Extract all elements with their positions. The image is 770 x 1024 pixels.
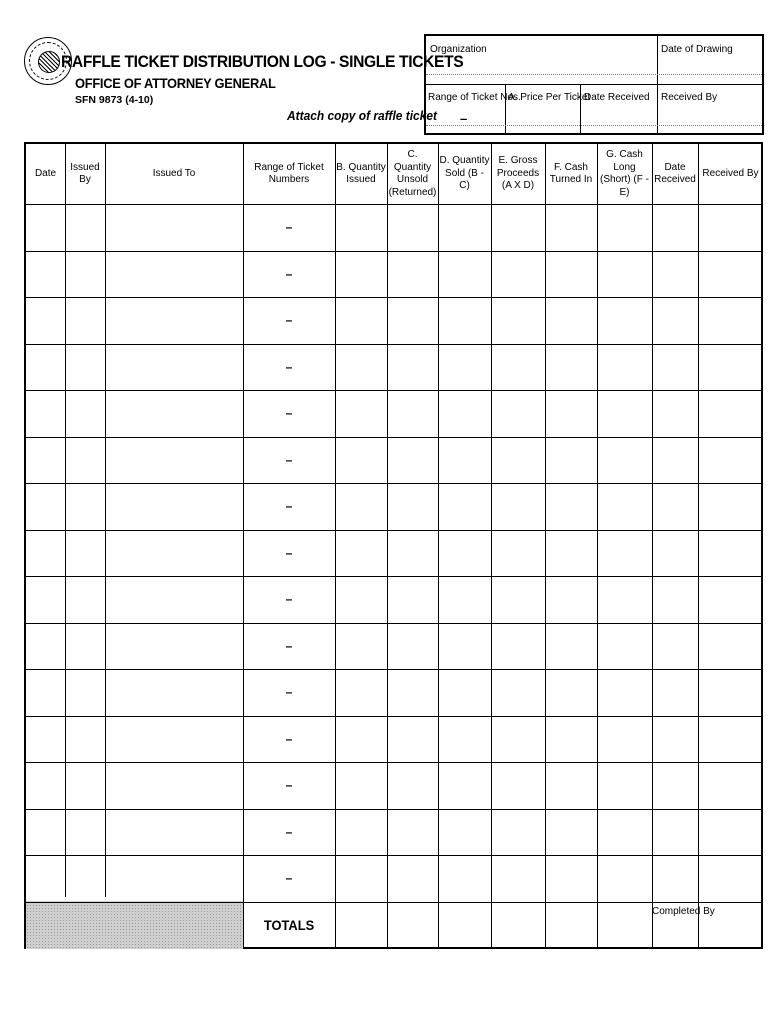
table-cell[interactable] xyxy=(491,483,545,530)
table-cell[interactable] xyxy=(698,669,763,716)
table-cell[interactable] xyxy=(652,762,698,809)
range-dash: – xyxy=(285,359,293,374)
table-cell[interactable] xyxy=(335,390,387,437)
table-cell[interactable] xyxy=(698,437,763,484)
range-dash: – xyxy=(285,638,293,653)
table-cell[interactable] xyxy=(387,809,438,856)
table-cell[interactable] xyxy=(65,576,105,623)
table-cell[interactable] xyxy=(335,483,387,530)
table-cell[interactable] xyxy=(335,530,387,577)
table-cell[interactable] xyxy=(65,530,105,577)
table-cell[interactable] xyxy=(105,669,243,716)
form-title: RAFFLE TICKET DISTRIBUTION LOG - SINGLE TICKETS xyxy=(61,52,464,71)
table-cell[interactable] xyxy=(597,483,652,530)
table-cell[interactable] xyxy=(243,390,335,437)
table-cell[interactable] xyxy=(387,576,438,623)
table-cell[interactable] xyxy=(491,251,545,298)
table-cell[interactable] xyxy=(335,669,387,716)
org-row-line xyxy=(426,84,762,85)
table-cell[interactable] xyxy=(597,762,652,809)
column-header: E. Gross Proceeds (A X D) xyxy=(496,155,540,192)
table-cell[interactable] xyxy=(597,669,652,716)
table-cell[interactable] xyxy=(597,809,652,856)
table-cell[interactable] xyxy=(698,297,763,344)
table-cell[interactable] xyxy=(243,669,335,716)
table-cell[interactable] xyxy=(491,809,545,856)
table-cell[interactable] xyxy=(652,344,698,391)
completed-by-label: Completed By xyxy=(652,906,715,917)
office-name: OFFICE OF ATTORNEY GENERAL xyxy=(75,75,276,91)
range-dash: – xyxy=(285,313,293,327)
table-cell[interactable] xyxy=(387,204,438,251)
table-cell[interactable] xyxy=(26,530,65,577)
table-cell[interactable] xyxy=(387,762,438,809)
table-cell[interactable] xyxy=(597,855,652,902)
table-cell[interactable] xyxy=(387,251,438,298)
table-cell[interactable] xyxy=(26,204,65,251)
table-cell[interactable] xyxy=(387,483,438,530)
table-cell[interactable] xyxy=(438,251,491,298)
column-header: D. Quantity Sold (B - C) xyxy=(439,155,490,192)
table-cell[interactable] xyxy=(438,855,491,902)
table-cell[interactable] xyxy=(105,576,243,623)
table-cell[interactable] xyxy=(652,809,698,856)
table-cell[interactable] xyxy=(65,344,105,391)
table-cell[interactable] xyxy=(597,437,652,484)
table-cell[interactable] xyxy=(491,576,545,623)
table-cell[interactable] xyxy=(597,390,652,437)
table-cell[interactable] xyxy=(26,855,65,902)
table-cell[interactable] xyxy=(652,855,698,902)
table-cell[interactable] xyxy=(387,344,438,391)
column-header: Date Received xyxy=(654,161,696,185)
table-cell[interactable] xyxy=(597,530,652,577)
table-cell[interactable] xyxy=(105,716,243,763)
table-cell[interactable] xyxy=(243,297,335,344)
table-cell[interactable] xyxy=(65,855,105,902)
range-of-ticket-label: Range of Ticket Nos. xyxy=(428,92,521,103)
table-cell[interactable] xyxy=(26,437,65,484)
table-cell[interactable] xyxy=(698,809,763,856)
column-header: F. Cash Turned In xyxy=(549,161,593,185)
table-cell[interactable] xyxy=(335,623,387,670)
table-cell[interactable] xyxy=(545,762,597,809)
table-cell[interactable] xyxy=(652,623,698,670)
organization-field[interactable] xyxy=(430,58,652,74)
table-cell[interactable] xyxy=(438,483,491,530)
table-cell[interactable] xyxy=(65,483,105,530)
table-cell[interactable] xyxy=(26,251,65,298)
table-cell[interactable] xyxy=(65,762,105,809)
table-cell[interactable] xyxy=(65,437,105,484)
table-cell[interactable] xyxy=(652,530,698,577)
range-dash: – xyxy=(285,778,293,792)
table-cell[interactable] xyxy=(65,297,105,344)
table-cell[interactable] xyxy=(698,344,763,391)
range-dash: – xyxy=(285,871,293,885)
range-dash: – xyxy=(285,499,293,513)
table-cell[interactable] xyxy=(243,437,335,484)
table-cell[interactable] xyxy=(491,669,545,716)
table-cell[interactable] xyxy=(438,390,491,437)
range-dash: – xyxy=(285,685,293,699)
column-header: Issued By xyxy=(70,161,100,185)
table-cell[interactable] xyxy=(335,716,387,763)
table-cell[interactable] xyxy=(438,576,491,623)
table-cell[interactable] xyxy=(698,855,763,902)
table-cell[interactable] xyxy=(438,297,491,344)
table-cell[interactable] xyxy=(243,530,335,577)
table-cell[interactable] xyxy=(105,809,243,856)
table-cell[interactable] xyxy=(698,390,763,437)
distribution-log-table xyxy=(24,142,763,949)
table-cell[interactable] xyxy=(698,762,763,809)
table-cell[interactable] xyxy=(105,390,243,437)
table-cell[interactable] xyxy=(243,204,335,251)
table-cell[interactable] xyxy=(545,251,597,298)
table-cell[interactable] xyxy=(545,855,597,902)
table-cell[interactable] xyxy=(105,530,243,577)
table-cell[interactable] xyxy=(105,483,243,530)
table-cell[interactable] xyxy=(545,483,597,530)
table-cell[interactable] xyxy=(491,530,545,577)
table-cell[interactable] xyxy=(698,530,763,577)
received-by-field[interactable] xyxy=(661,106,761,132)
table-cell[interactable] xyxy=(243,623,335,670)
table-cell[interactable] xyxy=(652,390,698,437)
column-header: Received By xyxy=(702,167,759,179)
table-cell[interactable] xyxy=(335,251,387,298)
range-dash: – xyxy=(285,266,293,281)
range-dash: – xyxy=(285,824,293,839)
table-cell[interactable] xyxy=(26,623,65,670)
table-cell[interactable] xyxy=(65,623,105,670)
table-cell[interactable] xyxy=(105,855,243,902)
received-by-label: Received By xyxy=(661,92,718,103)
table-cell[interactable] xyxy=(335,297,387,344)
table-cell[interactable] xyxy=(545,716,597,763)
table-cell[interactable] xyxy=(105,251,243,298)
table-cell[interactable] xyxy=(545,390,597,437)
table-cell[interactable] xyxy=(491,204,545,251)
attach-note: Attach copy of raffle ticket xyxy=(287,108,437,123)
table-cell[interactable] xyxy=(545,344,597,391)
price-per-ticket-field[interactable] xyxy=(508,106,578,132)
table-cell[interactable] xyxy=(652,716,698,763)
table-cell[interactable] xyxy=(105,344,243,391)
table-cell[interactable] xyxy=(491,762,545,809)
table-cell[interactable] xyxy=(652,437,698,484)
date-of-drawing-field[interactable] xyxy=(661,58,761,82)
table-cell[interactable] xyxy=(597,204,652,251)
table-cell[interactable] xyxy=(652,483,698,530)
table-cell[interactable] xyxy=(387,623,438,670)
table-cell[interactable] xyxy=(243,716,335,763)
table-cell[interactable] xyxy=(105,623,243,670)
table-cell[interactable] xyxy=(243,483,335,530)
table-cell[interactable] xyxy=(491,344,545,391)
table-cell[interactable] xyxy=(545,437,597,484)
table-cell[interactable] xyxy=(335,855,387,902)
table-cell[interactable] xyxy=(26,809,65,856)
table-cell[interactable] xyxy=(545,809,597,856)
table-cell[interactable] xyxy=(698,716,763,763)
table-cell[interactable] xyxy=(65,390,105,437)
table-cell[interactable] xyxy=(65,809,105,856)
table-cell[interactable] xyxy=(335,344,387,391)
table-cell[interactable] xyxy=(26,390,65,437)
table-cell[interactable] xyxy=(438,530,491,577)
table-cell[interactable] xyxy=(438,437,491,484)
table-cell[interactable] xyxy=(545,204,597,251)
table-cell[interactable] xyxy=(652,297,698,344)
table-cell[interactable] xyxy=(26,297,65,344)
table-cell[interactable] xyxy=(335,576,387,623)
table-cell[interactable] xyxy=(698,251,763,298)
column-header: Issued To xyxy=(152,167,196,179)
table-cell[interactable] xyxy=(491,437,545,484)
table-cell[interactable] xyxy=(65,716,105,763)
range-dash: – xyxy=(285,220,293,234)
table-cell[interactable] xyxy=(387,390,438,437)
table-cell[interactable] xyxy=(652,576,698,623)
table-cell[interactable] xyxy=(387,716,438,763)
organization-label: Organization xyxy=(430,44,487,55)
org-divider xyxy=(657,36,658,135)
seal-emblem xyxy=(38,51,60,73)
table-cell[interactable] xyxy=(597,344,652,391)
table-cell[interactable] xyxy=(243,855,335,902)
column-header: B. Quantity Issued xyxy=(336,161,386,185)
table-cell[interactable] xyxy=(491,623,545,670)
range-dash: – xyxy=(285,545,293,560)
table-cell[interactable] xyxy=(545,669,597,716)
table-cell[interactable] xyxy=(65,251,105,298)
table-cell[interactable] xyxy=(105,297,243,344)
table-cell[interactable] xyxy=(243,809,335,856)
table-cell[interactable] xyxy=(597,251,652,298)
table-cell[interactable] xyxy=(387,855,438,902)
table-cell[interactable] xyxy=(438,716,491,763)
table-cell[interactable] xyxy=(387,530,438,577)
table-cell[interactable] xyxy=(243,576,335,623)
table-cell[interactable] xyxy=(105,204,243,251)
table-cell[interactable] xyxy=(335,437,387,484)
table-cell[interactable] xyxy=(597,623,652,670)
column-header: G. Cash Long (Short) (F - E) xyxy=(600,149,649,198)
column-header: Range of Ticket Numbers xyxy=(254,161,324,185)
table-cell[interactable] xyxy=(387,437,438,484)
table-cell[interactable] xyxy=(652,669,698,716)
table-cell[interactable] xyxy=(26,483,65,530)
table-cell[interactable] xyxy=(105,437,243,484)
table-cell[interactable] xyxy=(698,204,763,251)
range-dash: – xyxy=(285,452,293,467)
table-cell[interactable] xyxy=(545,530,597,577)
table-cell[interactable] xyxy=(335,809,387,856)
table-cell[interactable] xyxy=(335,204,387,251)
table-cell[interactable] xyxy=(65,204,105,251)
table-cell[interactable] xyxy=(65,669,105,716)
table-cell[interactable] xyxy=(26,576,65,623)
row-divider xyxy=(26,902,761,903)
totals-shaded-area xyxy=(26,901,243,949)
table-cell[interactable] xyxy=(597,716,652,763)
table-cell[interactable] xyxy=(652,204,698,251)
table-cell[interactable] xyxy=(26,716,65,763)
table-cell[interactable] xyxy=(26,344,65,391)
table-cell[interactable] xyxy=(387,669,438,716)
table-cell[interactable] xyxy=(26,762,65,809)
date-received-field[interactable] xyxy=(584,106,654,132)
table-cell[interactable] xyxy=(652,251,698,298)
date-received-label: Date Received xyxy=(584,92,650,103)
totals-label: TOTALS xyxy=(263,917,315,933)
range-dash: – xyxy=(460,111,468,126)
table-cell[interactable] xyxy=(545,576,597,623)
table-cell[interactable] xyxy=(243,762,335,809)
organization-box xyxy=(424,34,764,135)
table-cell[interactable] xyxy=(438,344,491,391)
range-dash: – xyxy=(285,592,293,606)
table-cell[interactable] xyxy=(243,344,335,391)
date-of-drawing-label: Date of Drawing xyxy=(661,44,733,55)
price-per-ticket-label: A. Price Per Ticket xyxy=(508,92,591,103)
table-cell[interactable] xyxy=(545,297,597,344)
table-cell[interactable] xyxy=(438,669,491,716)
table-cell[interactable] xyxy=(491,390,545,437)
table-cell[interactable] xyxy=(597,297,652,344)
form-number: SFN 9873 (4-10) xyxy=(75,94,154,106)
table-cell[interactable] xyxy=(243,251,335,298)
table-cell[interactable] xyxy=(698,623,763,670)
table-cell[interactable] xyxy=(438,762,491,809)
table-cell[interactable] xyxy=(491,297,545,344)
column-header: Date xyxy=(34,167,57,179)
table-cell[interactable] xyxy=(545,623,597,670)
table-cell[interactable] xyxy=(438,623,491,670)
table-cell[interactable] xyxy=(491,855,545,902)
table-cell[interactable] xyxy=(491,716,545,763)
range-of-ticket-field[interactable] xyxy=(428,106,502,132)
range-dash: – xyxy=(285,406,293,420)
table-cell[interactable] xyxy=(26,669,65,716)
table-cell[interactable] xyxy=(105,762,243,809)
range-dash: – xyxy=(285,731,293,746)
table-cell[interactable] xyxy=(698,483,763,530)
table-cell[interactable] xyxy=(597,576,652,623)
table-cell[interactable] xyxy=(438,809,491,856)
table-cell[interactable] xyxy=(387,297,438,344)
table-cell[interactable] xyxy=(698,576,763,623)
column-header: C. Quantity Unsold (Returned) xyxy=(388,149,437,198)
table-cell[interactable] xyxy=(335,762,387,809)
table-cell[interactable] xyxy=(438,204,491,251)
